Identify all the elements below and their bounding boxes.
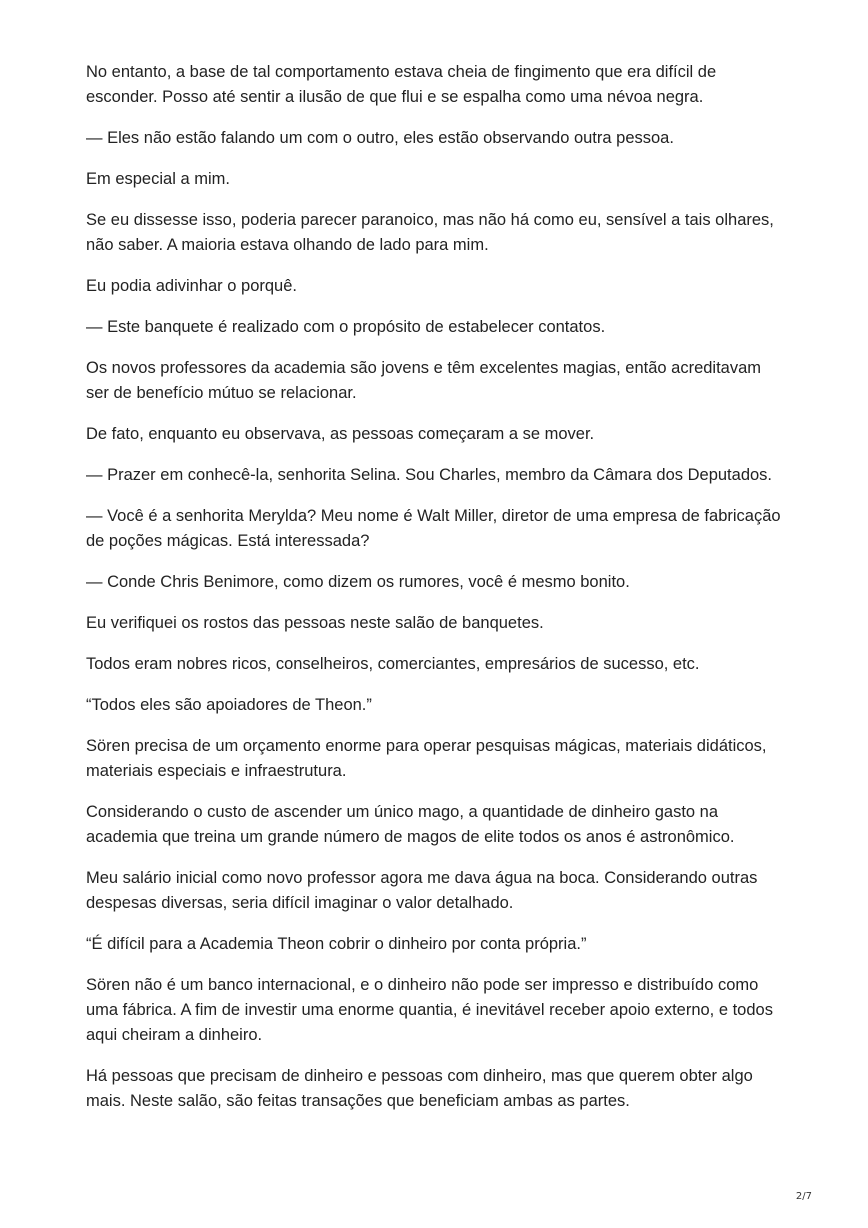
paragraph: Eu podia adivinhar o porquê.: [86, 277, 297, 295]
paragraph: — Conde Chris Benimore, como dizem os rumores, você é mesmo bonito.: [86, 573, 630, 591]
paragraph: “Todos eles são apoiadores de Theon.”: [86, 696, 372, 714]
paragraph: Os novos professores da academia são jovens e têm excelentes magias, então acreditavam ser de benefício mútuo se relacionar.: [86, 359, 762, 402]
paragraph: — Este banquete é realizado com o propósito de estabelecer contatos.: [86, 318, 606, 336]
paragraph: — Prazer em conhecê-la, senhorita Selina. Sou Charles, membro da Câmara dos Deputados.: [86, 466, 773, 484]
paragraph: Todos eram nobres ricos, conselheiros, comerciantes, empresários de sucesso, etc.: [86, 655, 700, 673]
paragraph: Sören precisa de um orçamento enorme para operar pesquisas mágicas, materiais didáticos, materiais especiais e infraestrutura.: [86, 737, 767, 780]
paragraph: Em especial a mim.: [86, 170, 230, 188]
document-body: [86, 60, 782, 1130]
paragraph: Meu salário inicial como novo professor agora me dava água na boca. Considerando outras despesas diversas, seria difícil imaginar o valor detalhado.: [86, 869, 758, 912]
paragraph: Se eu dissesse isso, poderia parecer paranoico, mas não há como eu, sensível a tais olhares, não saber. A maioria estava olhando de lado para mim.: [86, 211, 774, 254]
page-number: 2/7: [795, 1191, 812, 1202]
paragraph: Considerando o custo de ascender um único mago, a quantidade de dinheiro gasto na academia que treina um grande número de magos de elite todos os anos é astronômico.: [86, 803, 735, 846]
paragraph: Há pessoas que precisam de dinheiro e pessoas com dinheiro, mas que querem obter algo mais. Neste salão, são feitas transações que beneficiam ambas as partes.: [86, 1067, 753, 1110]
paragraph: Eu verifiquei os rostos das pessoas neste salão de banquetes.: [86, 614, 544, 632]
paragraph: — Eles não estão falando um com o outro, eles estão observando outra pessoa.: [86, 129, 674, 147]
paragraph: No entanto, a base de tal comportamento estava cheia de fingimento que era difícil de esconder. Posso até sentir a ilusão de que flui e se espalha como uma névoa negra.: [86, 63, 717, 106]
paragraph: — Você é a senhorita Merylda? Meu nome é Walt Miller, diretor de uma empresa de fabricação de poções mágicas. Está interessada?: [86, 507, 781, 550]
paragraph: Sören não é um banco internacional, e o dinheiro não pode ser impresso e distribuído como uma fábrica. A fim de investir uma enorme quantia, é inevitável receber apoio externo, e todos aqui cheiram a dinheiro.: [86, 976, 773, 1044]
paragraph: De fato, enquanto eu observava, as pessoas começaram a se mover.: [86, 425, 595, 443]
paragraph: “É difícil para a Academia Theon cobrir o dinheiro por conta própria.”: [86, 935, 587, 953]
